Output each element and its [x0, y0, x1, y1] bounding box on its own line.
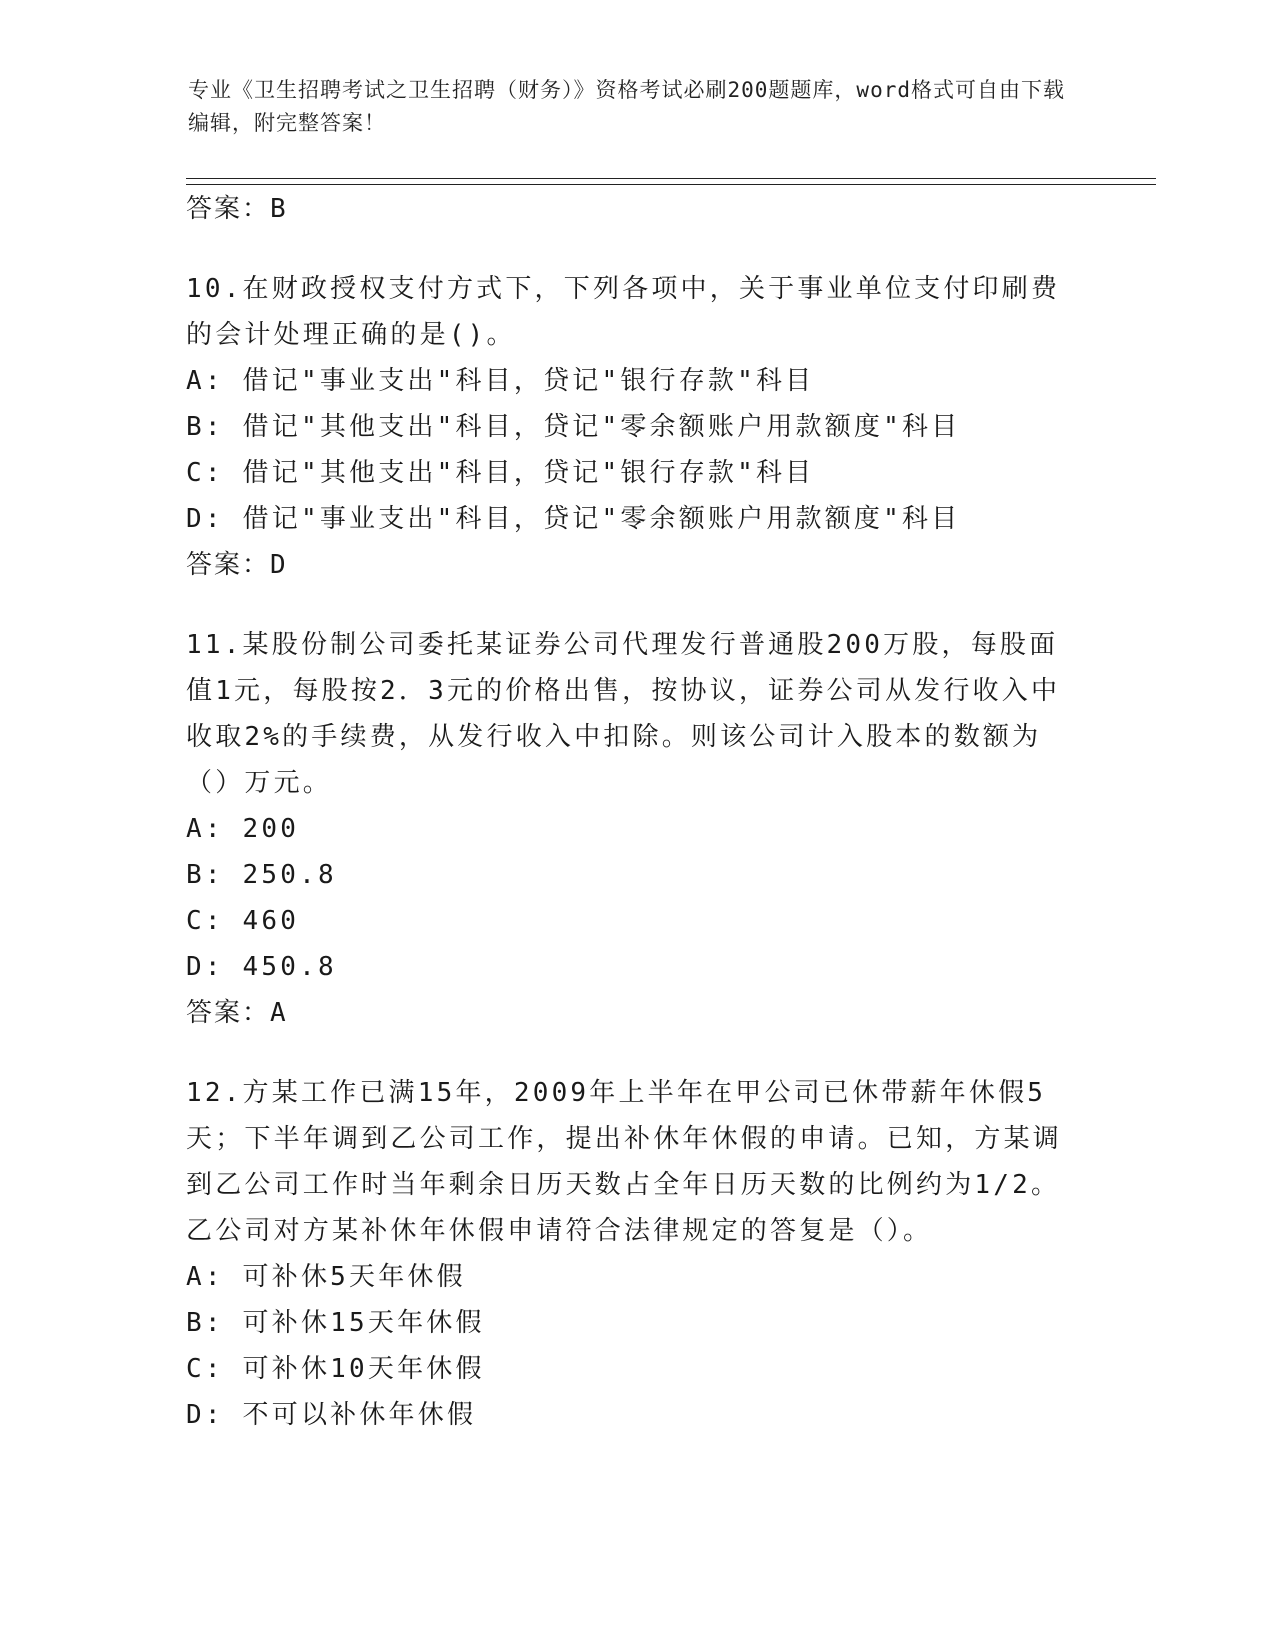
answer-label: 答案：A	[186, 998, 288, 1028]
option-c: C: 可补休10天年休假	[186, 1354, 485, 1384]
option-b: B: 250.8	[186, 860, 337, 890]
question-text: 10.在财政授权支付方式下，下列各项中，关于事业单位支付印刷费的会计处理正确的是()。	[186, 274, 1061, 350]
question-text: 11.某股份制公司委托某证券公司代理发行普通股200万股，每股面值1元，每股按2．3元的价格出售，按协议，证券公司从发行收入中收取2%的手续费，从发行收入中扣除。则该公司计入股本的数额为（）万元。	[186, 630, 1061, 798]
option-a: A: 200	[186, 814, 300, 844]
question-10	[186, 266, 1086, 588]
option-c: C: 借记"其他支出"科目，贷记"银行存款"科目	[186, 458, 815, 488]
option-d: D: 借记"事业支出"科目，贷记"零余额账户用款额度"科目	[186, 504, 961, 534]
question-12	[186, 1070, 1086, 1438]
answer-label: 答案：D	[186, 550, 288, 580]
option-d: D: 450.8	[186, 952, 337, 982]
answer-label: 答案：B	[186, 194, 288, 224]
header-text: 专业《卫生招聘考试之卫生招聘（财务）》资格考试必刷200题题库，word格式可自由下载编辑，附完整答案！	[188, 78, 1065, 135]
option-b: B: 可补休15天年休假	[186, 1308, 485, 1338]
document-body	[186, 186, 1086, 1438]
option-a: A: 借记"事业支出"科目，贷记"银行存款"科目	[186, 366, 815, 396]
question-11	[186, 622, 1086, 1036]
option-b: B: 借记"其他支出"科目，贷记"零余额账户用款额度"科目	[186, 412, 961, 442]
document-header	[188, 74, 1068, 140]
option-a: A: 可补休5天年休假	[186, 1262, 466, 1292]
option-d: D: 不可以补休年休假	[186, 1400, 477, 1430]
header-rule-top	[186, 178, 1156, 179]
header-rule-bottom	[186, 184, 1156, 185]
question-text: 12.方某工作已满15年，2009年上半年在甲公司已休带薪年休假5天；下半年调到乙公司工作，提出补休年休假的申请。已知，方某调到乙公司工作时当年剩余日历天数占全年日历天数的比例约为1/2。乙公司对方某补休年休假申请符合法律规定的答复是（）。	[186, 1078, 1063, 1246]
option-c: C: 460	[186, 906, 300, 936]
